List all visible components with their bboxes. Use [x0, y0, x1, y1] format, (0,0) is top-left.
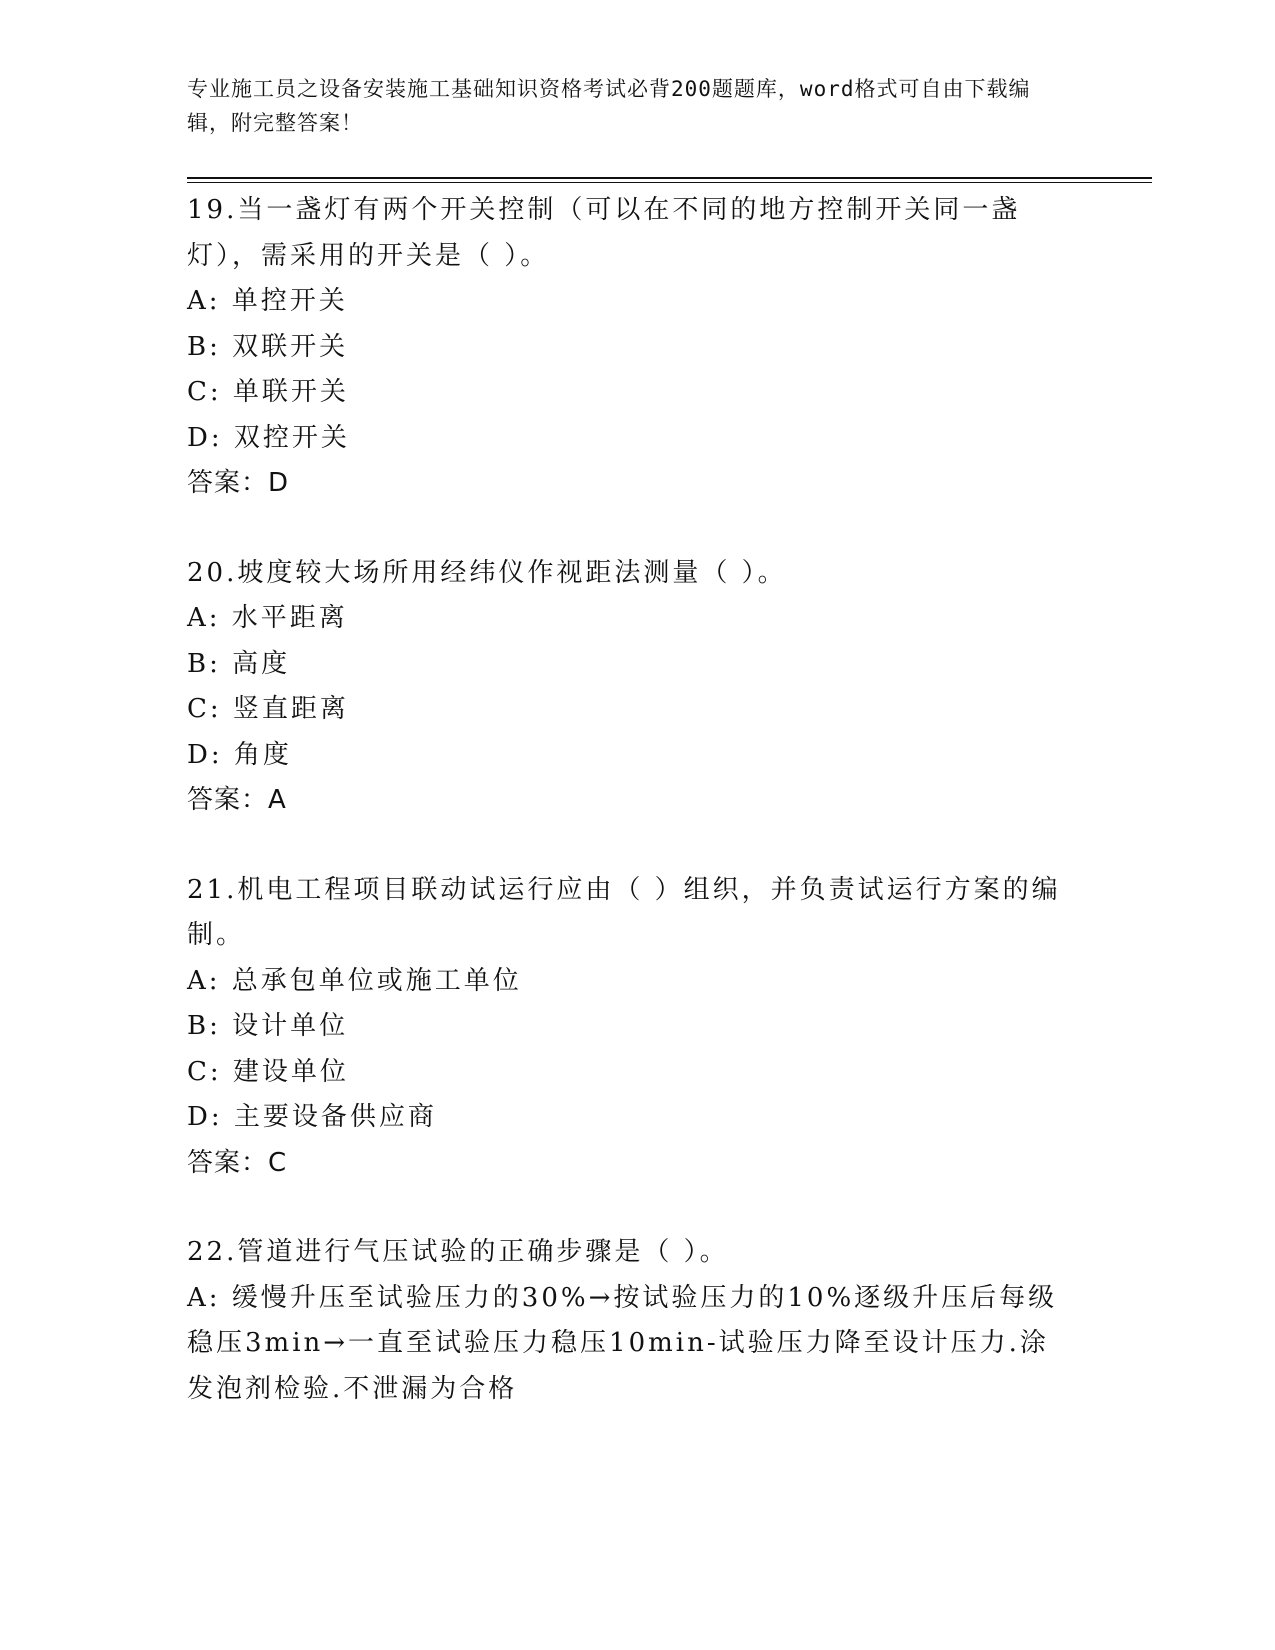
answer-line: 答案：C: [187, 1147, 288, 1178]
option-c: C: 竖直距离: [187, 694, 349, 724]
option-a: A: 单控开关: [187, 286, 348, 316]
header-rule-thin: [187, 182, 1152, 183]
option-b: B: 双联开关: [187, 331, 349, 362]
option-c: C: 建设单位: [187, 1056, 349, 1087]
question-stem: 19.当一盏灯有两个开关控制（可以在不同的地方控制开关同一盏灯），需采用的开关是（ ）。: [187, 195, 1021, 271]
option-a: A: 总承包单位或施工单位: [187, 965, 522, 996]
answer-line: 答案：D: [187, 468, 290, 498]
question-22: [187, 1230, 1067, 1412]
option-d: D: 双控开关: [187, 422, 350, 453]
question-stem: 22.管道进行气压试验的正确步骤是（ ）。: [187, 1237, 729, 1267]
question-21: [187, 868, 1067, 1187]
question-stem: 21.机电工程项目联动试运行应由（ ）组织，并负责试运行方案的编制。: [187, 874, 1061, 950]
option-a: A: 水平距离: [187, 603, 348, 633]
header-rule-thick: [187, 177, 1152, 179]
option-d: D: 角度: [187, 739, 292, 770]
answer-line: 答案：A: [187, 785, 287, 815]
option-c: C: 单联开关: [187, 377, 349, 407]
option-b: B: 设计单位: [187, 1011, 349, 1041]
question-19: [187, 188, 1067, 507]
option-a: A: 缓慢升压至试验压力的30%→按试验压力的10%逐级升压后每级稳压3min→一直至试验压力稳压10min-试验压力降至设计压力.涂发泡剂检验.不泄漏为合格: [187, 1282, 1058, 1404]
question-list: [187, 188, 1067, 1456]
document-header: 专业施工员之设备安装施工基础知识资格考试必背200题题库，word格式可自由下载编辑，附完整答案！: [187, 77, 1031, 135]
question-stem: 20.坡度较大场所用经纬仪作视距法测量（ ）。: [187, 557, 787, 588]
question-20: [187, 551, 1067, 824]
option-b: B: 高度: [187, 648, 291, 679]
option-d: D: 主要设备供应商: [187, 1102, 437, 1132]
